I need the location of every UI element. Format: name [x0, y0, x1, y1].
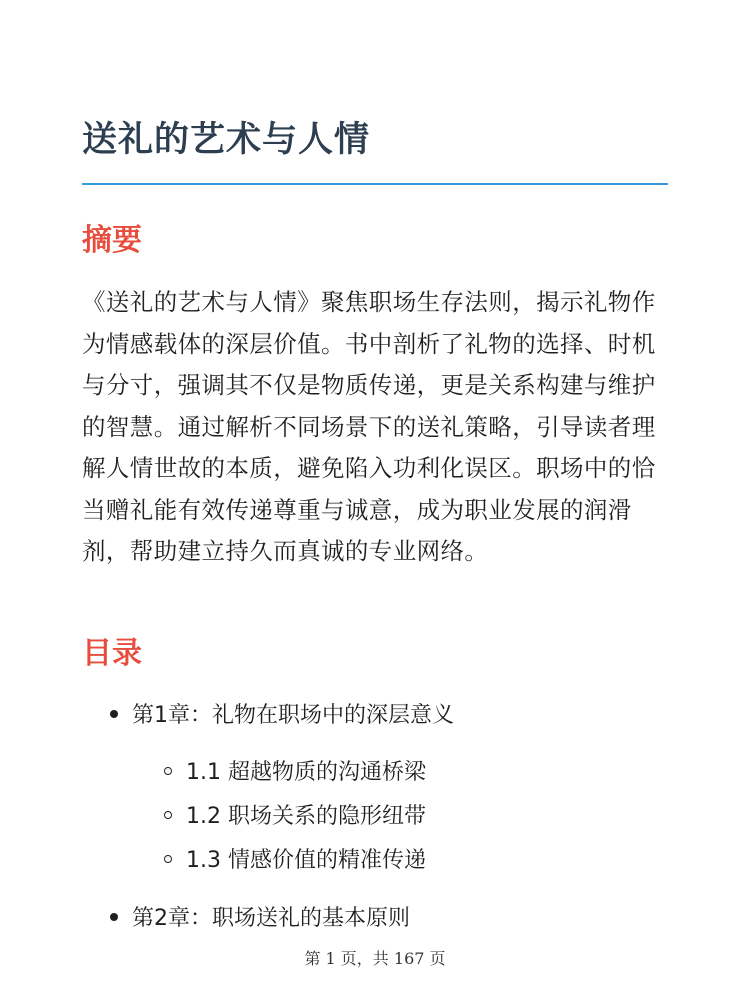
toc-section-1-3-label: 1.3 情感价值的精准传递 — [186, 848, 426, 873]
page-title: 送礼的艺术与人情 — [82, 120, 371, 160]
document-page — [82, 0, 668, 1000]
toc-chapter-2-label: 第2章：职场送礼的基本原则 — [132, 906, 410, 931]
hollow-bullet-icon — [164, 811, 172, 819]
toc-heading: 目录 — [82, 636, 142, 671]
page-number-footer: 第 1 页，共 167 页 — [304, 949, 446, 968]
toc-section-1-1-label: 1.1 超越物质的沟通桥梁 — [186, 760, 426, 785]
abstract-text: 《送礼的艺术与人情》聚焦职场生存法则，揭示礼物作为情感载体的深层价值。书中剖析了礼物的选择、时机与分寸，强调其不仅是物质传递，更是关系构建与维护的智慧。通过解析不同场景下的送礼策略，引导读者理解人情世故的本质，避免陷入功利化误区。职场中的恰当赠礼能有效传递尊重与诚意，成为职业发展的润滑剂，帮助建立持久而真诚的专业网络。 — [82, 288, 656, 565]
hollow-bullet-icon — [164, 767, 172, 775]
title-divider — [82, 183, 668, 185]
toc-section-1-2 — [164, 795, 426, 839]
toc-chapter-2 — [110, 897, 410, 941]
toc-chapter-1 — [110, 694, 454, 738]
hollow-bullet-icon — [164, 855, 172, 863]
filled-bullet-icon — [110, 710, 118, 718]
toc-section-1-2-label: 1.2 职场关系的隐形纽带 — [186, 804, 426, 829]
toc-section-1-3 — [164, 839, 426, 883]
toc-chapter-1-label: 第1章：礼物在职场中的深层意义 — [132, 703, 454, 728]
toc-section-1-1 — [164, 751, 426, 795]
abstract-heading: 摘要 — [82, 223, 142, 258]
filled-bullet-icon — [110, 913, 118, 921]
